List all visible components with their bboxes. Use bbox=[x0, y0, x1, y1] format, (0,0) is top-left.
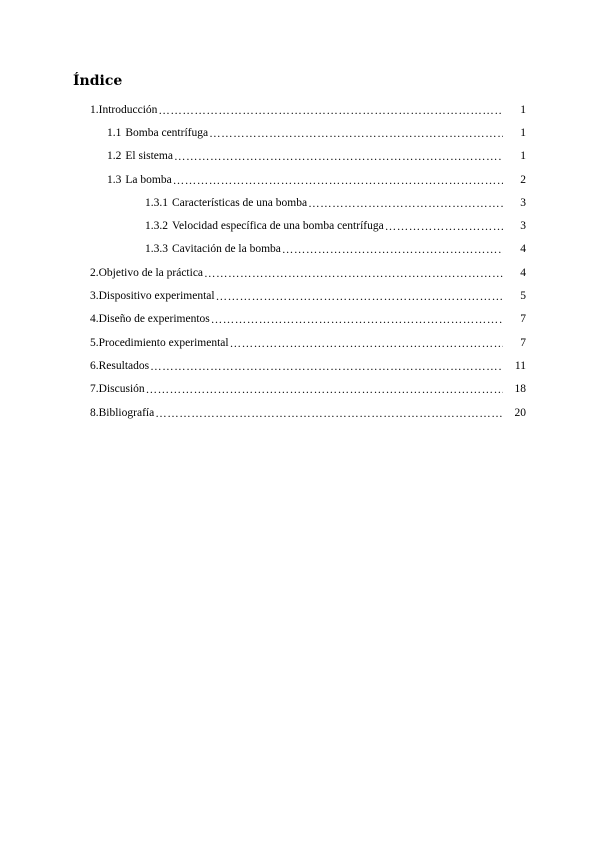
toc-entry-page: 7 bbox=[520, 313, 526, 326]
toc-entry-page: 1 bbox=[520, 150, 526, 163]
toc-entry-number: 6. bbox=[90, 359, 99, 372]
toc-entry-bomba-centrifuga[interactable] bbox=[0, 121, 600, 144]
toc-dot-leader bbox=[155, 407, 503, 421]
toc-dot-leader bbox=[308, 197, 503, 211]
toc-entry-label: La bomba bbox=[125, 173, 172, 186]
toc-entry-number: 8. bbox=[90, 406, 99, 419]
toc-entry-number: 1.2 bbox=[107, 150, 122, 163]
toc-entry-page: 11 bbox=[514, 359, 526, 372]
toc-dot-leader bbox=[204, 267, 503, 281]
toc-title: Índice bbox=[73, 73, 123, 89]
toc-entry-procedimiento[interactable] bbox=[0, 331, 600, 354]
toc-entry-label: Objetivo de la práctica bbox=[98, 266, 204, 279]
toc-entry-number: 3. bbox=[90, 290, 99, 303]
toc-entry-label: Procedimiento experimental bbox=[98, 336, 229, 349]
toc-entry-number: 1.3.1 bbox=[145, 196, 168, 209]
toc-entry-page: 18 bbox=[514, 383, 526, 396]
toc-entry-bibliografia[interactable] bbox=[0, 401, 600, 424]
toc-dot-leader bbox=[211, 313, 503, 327]
toc-entry-number: 1.3.2 bbox=[145, 220, 168, 233]
toc-entry-diseno[interactable] bbox=[0, 308, 600, 331]
toc-entry-number: 1. bbox=[90, 103, 99, 116]
toc-entry-label: Introducción bbox=[98, 103, 158, 116]
toc-entry-resultados[interactable] bbox=[0, 354, 600, 377]
toc-entry-label: Cavitación de la bomba bbox=[172, 243, 281, 256]
toc-entry-page: 1 bbox=[520, 103, 526, 116]
toc-entry-el-sistema[interactable] bbox=[0, 145, 600, 168]
toc-entry-velocidad-especifica[interactable] bbox=[0, 214, 600, 237]
toc-entry-page: 4 bbox=[520, 243, 526, 256]
toc-entry-page: 7 bbox=[520, 336, 526, 349]
toc-entry-la-bomba[interactable] bbox=[0, 168, 600, 191]
toc-entry-page: 1 bbox=[520, 126, 526, 139]
toc-dot-leader bbox=[174, 150, 503, 164]
toc-entry-label: Dispositivo experimental bbox=[98, 290, 215, 303]
toc-entry-dispositivo[interactable] bbox=[0, 284, 600, 307]
toc-entry-number: 1.3 bbox=[107, 173, 122, 186]
toc-entry-number: 1.3.3 bbox=[145, 243, 168, 256]
toc-dot-leader bbox=[150, 360, 503, 374]
toc-entry-label: Resultados bbox=[98, 359, 150, 372]
toc-dot-leader bbox=[385, 220, 503, 234]
toc-entry-page: 20 bbox=[514, 406, 526, 419]
toc-entry-cavitacion[interactable] bbox=[0, 238, 600, 261]
toc-entry-number: 2. bbox=[90, 266, 99, 279]
toc-dot-leader bbox=[216, 290, 503, 304]
toc-entry-label: Características de una bomba bbox=[172, 196, 308, 209]
toc-entry-label: Diseño de experimentos bbox=[98, 313, 210, 326]
toc-entry-label: Discusión bbox=[98, 383, 145, 396]
toc-entry-page: 3 bbox=[520, 196, 526, 209]
toc-dot-leader bbox=[173, 174, 503, 188]
toc-dot-leader bbox=[146, 383, 503, 397]
toc-dot-leader bbox=[282, 243, 503, 257]
toc-entry-number: 1.1 bbox=[107, 126, 122, 139]
toc-dot-leader bbox=[230, 337, 503, 351]
toc-entry-introduccion[interactable] bbox=[0, 98, 600, 121]
toc-entry-page: 5 bbox=[520, 290, 526, 303]
toc-entry-caracteristicas[interactable] bbox=[0, 191, 600, 214]
toc-entry-label: Velocidad específica de una bomba centrífuga bbox=[172, 220, 384, 233]
toc-entry-page: 2 bbox=[520, 173, 526, 186]
toc-entry-number: 5. bbox=[90, 336, 99, 349]
toc-entry-page: 4 bbox=[520, 266, 526, 279]
toc-dot-leader bbox=[158, 104, 503, 118]
table-of-contents bbox=[0, 98, 600, 424]
toc-entry-page: 3 bbox=[520, 220, 526, 233]
toc-entry-label: Bibliografía bbox=[98, 406, 155, 419]
toc-entry-objetivo[interactable] bbox=[0, 261, 600, 284]
toc-entry-discusion[interactable] bbox=[0, 378, 600, 401]
toc-entry-number: 4. bbox=[90, 313, 99, 326]
toc-entry-label: Bomba centrífuga bbox=[125, 126, 209, 139]
toc-entry-number: 7. bbox=[90, 383, 99, 396]
toc-dot-leader bbox=[209, 127, 503, 141]
toc-entry-label: El sistema bbox=[125, 150, 173, 163]
